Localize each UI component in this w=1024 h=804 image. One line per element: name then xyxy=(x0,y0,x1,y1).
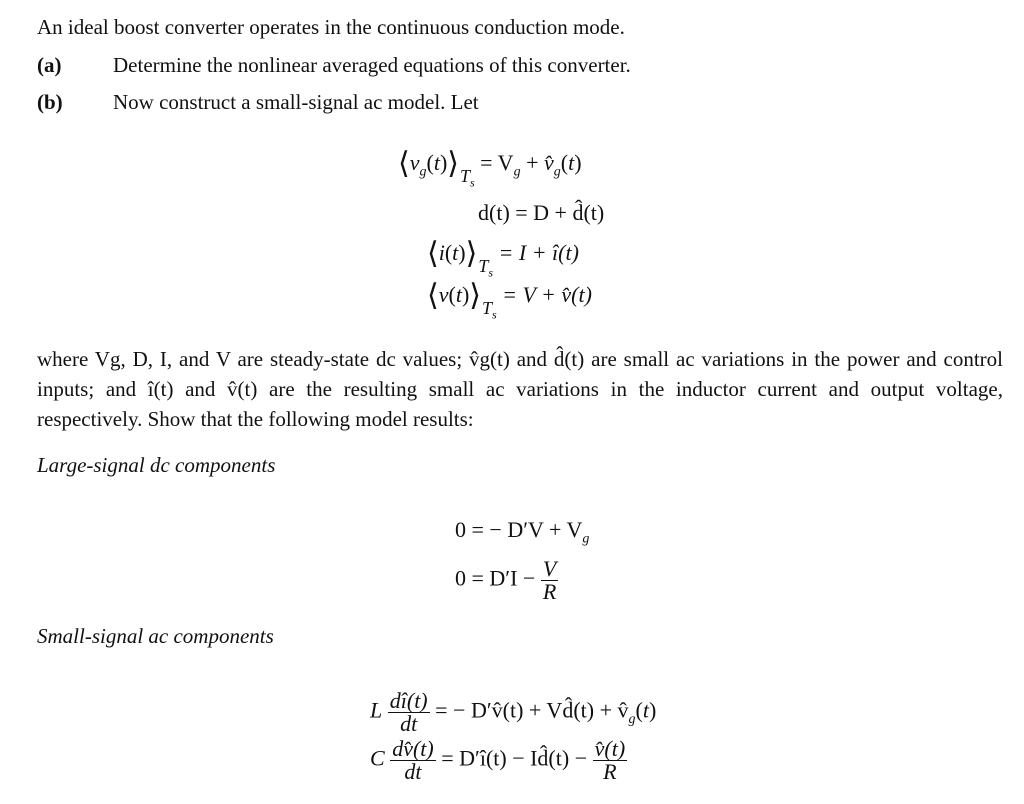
large-signal-eq2: 0 = D′I − $\frac{V}{R}$ xyxy=(455,556,557,604)
definition-vg: $⟨v_g(t)⟩_{T_s} = V_g$ + $v̂_g(t)$ xyxy=(398,147,582,190)
part-b-label: (b) xyxy=(37,90,63,114)
definition-output-voltage: $⟨v(t)⟩_{T_s} = V$ + v̂(t) xyxy=(427,279,592,322)
small-signal-eq2: C $\frac{dv̂(t)}{dt}$ = D′î(t) − Id̂(t) − $\frac{v̂(t)}{R}$ xyxy=(370,736,626,784)
small-signal-eq1: L $\frac{dî(t)}{dt}$ = − D′v̂(t) + Vd̂(t) + $v̂_g(t)$ xyxy=(370,688,657,736)
problem-intro: An ideal boost converter operates in the continuous conduction mode. xyxy=(37,15,625,39)
where-paragraph: where Vg, D, I, and V are steady-state dc values; v̂g(t) and d̂(t) are small ac variations in the power and control inputs; and î(t) and v̂(t) are the resulting small ac variations in the inductor current and output voltage, respectively. Show that the following model results: xyxy=(37,347,1003,431)
definition-duty-cycle: d(t) = D + d̂(t) xyxy=(478,200,605,225)
part-a-label: (a) xyxy=(37,53,62,77)
part-b-text: Now construct a small-signal ac model. Let xyxy=(113,90,479,114)
large-signal-eq1: 0 = − $D'V + V_g$ xyxy=(455,517,590,547)
definition-inductor-current: $⟨i(t)⟩_{T_s} = I$ + î(t) xyxy=(427,237,579,280)
small-signal-heading: Small-signal ac components xyxy=(37,624,274,648)
part-a-text: Determine the nonlinear averaged equations of this converter. xyxy=(113,53,631,77)
large-signal-heading: Large-signal dc components xyxy=(37,453,276,477)
